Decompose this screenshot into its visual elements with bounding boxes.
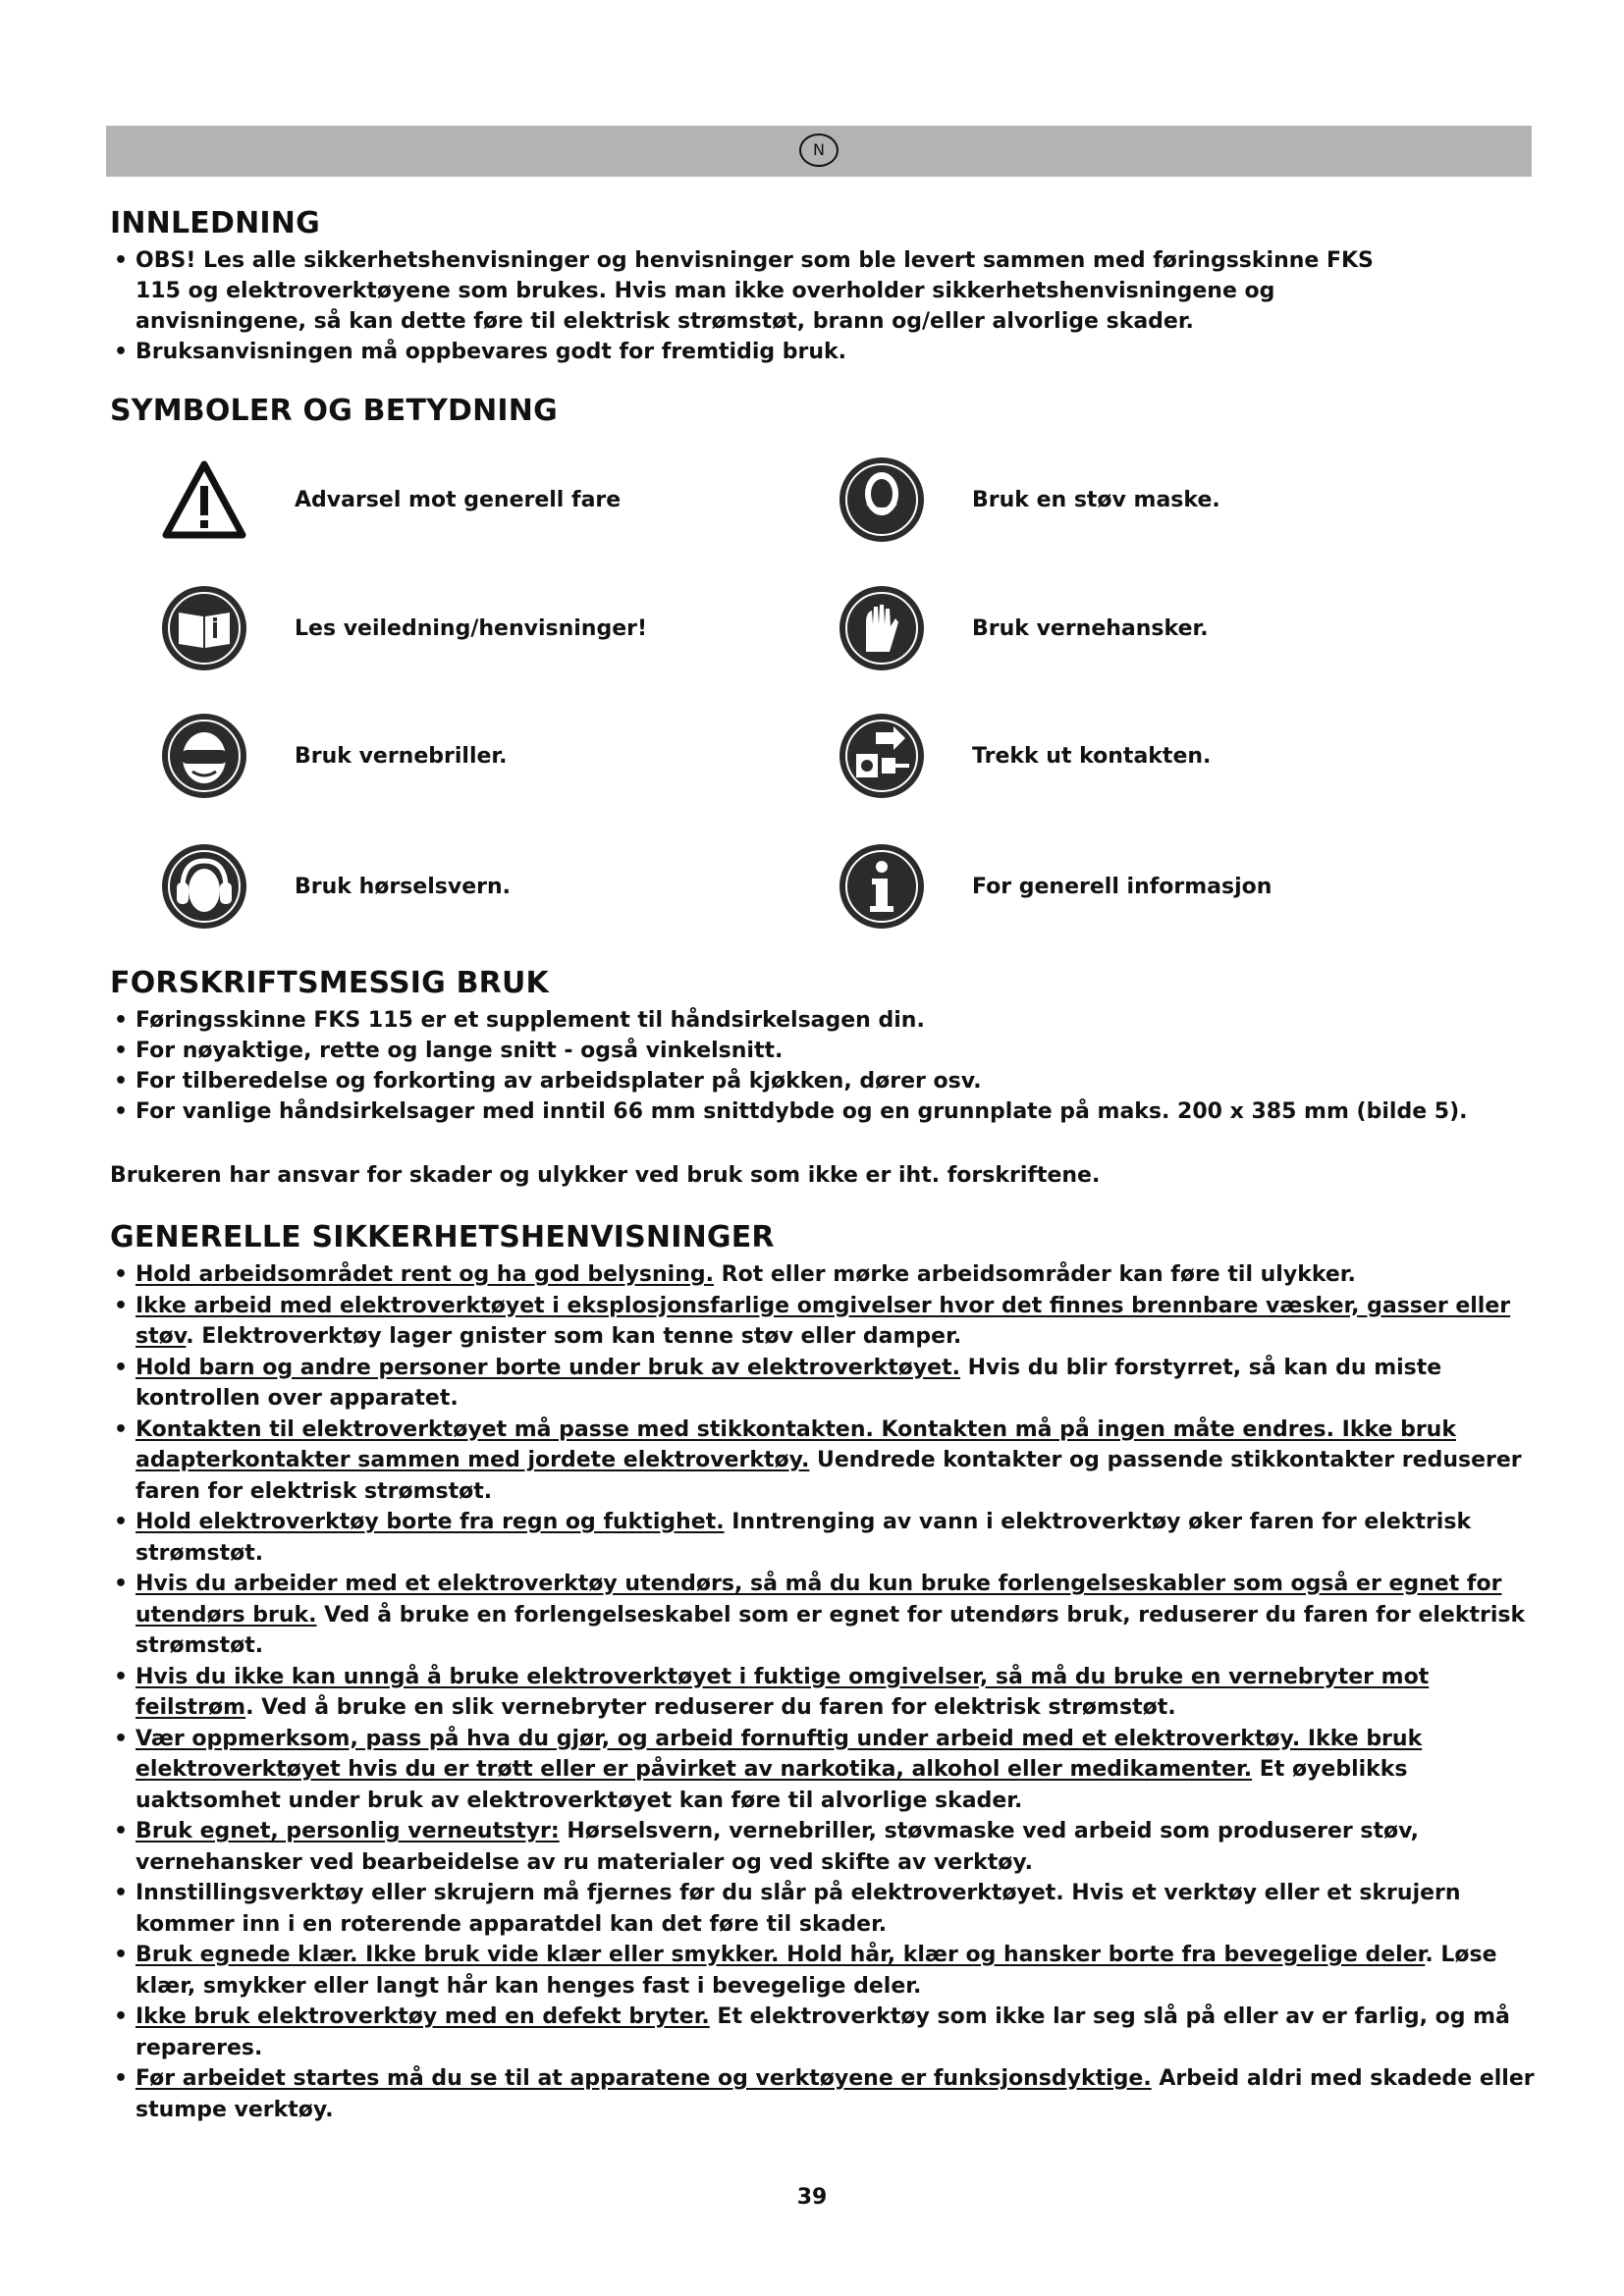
underlined-text: Vær oppmerksom, pass på hva du gjør, og arbeid fornuftig under arbeid med et elektroverktøy. Ikke bruk elektroverktøyet hvis du er trøtt eller er påvirket av narkotika, alkohol eller medikamenter. xyxy=(135,1726,1423,1782)
body-text: Arbeid aldri med skadede eller stumpe verktøy. xyxy=(135,2066,1535,2122)
list-item xyxy=(114,1415,1547,1508)
list-item: • Føringsskinne FKS 115 er et supplement til håndsirkelsagen din. xyxy=(114,1005,1508,1036)
symbol-unplug xyxy=(837,711,1211,801)
list-item xyxy=(114,1816,1547,1878)
list-item xyxy=(114,1662,1547,1724)
gloves-icon xyxy=(837,583,927,673)
safety-heading: GENERELLE SIKKERHETSHENVISNINGER xyxy=(110,1220,775,1255)
intro-list xyxy=(114,245,1380,367)
page-number: 39 xyxy=(796,2185,828,2210)
safety-list xyxy=(114,1259,1547,2125)
list-item xyxy=(114,2063,1547,2125)
body-text: . Elektroverktøy lager gnister som kan tenne støv eller damper. xyxy=(186,1324,962,1349)
responsibility-note: Brukeren har ansvar for skader og ulykker ved bruk som ikke er iht. forskriftene. xyxy=(110,1163,1101,1188)
underlined-text: Hold barn og andre personer borte under bruk av elektroverktøyet. xyxy=(135,1355,960,1380)
body-text: . Løse klær, smykker eller langt hår kan henges fast i bevegelige deler. xyxy=(135,1943,1497,1999)
list-item xyxy=(114,1878,1547,1940)
symbol-general-warning xyxy=(159,454,621,545)
list-item xyxy=(114,1259,1547,1291)
body-text: Innstillingsverktøy eller skrujern må fjernes før du slår på elektroverktøyet. Hvis et verktøy eller et skrujern kommer inn i en roterende apparatdel kan det føre til skader. xyxy=(135,1881,1461,1937)
intended-use-heading: FORSKRIFTSMESSIG BRUK xyxy=(110,966,549,1000)
safety-goggles-icon xyxy=(159,711,249,801)
symbol-label: Les veiledning/henvisninger! xyxy=(295,615,647,641)
underlined-text: Før arbeidet startes må du se til at apparatene og verktøyene er funksjonsdyktige. xyxy=(135,2066,1152,2091)
body-text: Et øyeblikks uaktsomhet under bruk av elektroverktøyet kan føre til alvorlige skader. xyxy=(135,1757,1408,1813)
symbol-info xyxy=(837,841,1272,932)
intended-use-list xyxy=(114,1005,1508,1127)
symbol-label: Advarsel mot generell fare xyxy=(295,487,622,512)
list-item xyxy=(114,2002,1547,2063)
list-item: • Bruksanvisningen må oppbevares godt for fremtidig bruk. xyxy=(114,337,1380,367)
symbol-label: Bruk vernehansker. xyxy=(972,615,1209,641)
underlined-text: Ikke arbeid med elektroverktøyet i eksplosjonsfarlige omgivelser hvor det finnes brennbare væsker, gasser eller støv xyxy=(135,1293,1511,1349)
language-badge: N xyxy=(799,133,839,167)
underlined-text: Hvis du ikke kan unngå å bruke elektroverktøyet i fuktige omgivelser, så må du bruke en vernebryter mot feilstrøm xyxy=(135,1664,1430,1720)
intro-heading: INNLEDNING xyxy=(110,206,320,240)
symbol-ear-protection xyxy=(159,841,511,932)
body-text: Hørselsvern, vernebriller, støvmaske ved arbeid som produserer støv, vernehansker ved bearbeidelse av ru materialer og ved skifte av verktøy. xyxy=(135,1819,1420,1875)
list-item xyxy=(114,1569,1547,1662)
symbol-label: Bruk hørselsvern. xyxy=(295,874,511,899)
symbol-label: For generell informasjon xyxy=(972,874,1272,899)
read-manual-icon xyxy=(159,583,249,673)
underlined-text: Bruk egnet, personlig verneutstyr: xyxy=(135,1819,560,1843)
list-item: • For vanlige håndsirkelsager med inntil 66 mm snittdybde og en grunnplate på maks. 200 x 385 mm (bilde 5). xyxy=(114,1096,1508,1127)
underlined-text: Hold elektroverktøy borte fra regn og fuktighet. xyxy=(135,1510,725,1534)
list-item xyxy=(114,1724,1547,1817)
underlined-text: Kontakten til elektroverktøyet må passe med stikkontakten. Kontakten må på ingen måte endres. Ikke bruk adapterkontakter sammen med jordete elektroverktøy. xyxy=(135,1416,1456,1472)
body-text: Et elektroverktøy som ikke lar seg slå på eller av er farlig, og må repareres. xyxy=(135,2004,1510,2060)
symbol-read-manual xyxy=(159,583,647,673)
body-text: Inntrenging av vann i elektroverktøy øker faren for elektrisk strømstøt. xyxy=(135,1510,1472,1566)
symbol-label: Trekk ut kontakten. xyxy=(972,743,1212,769)
body-text: Ved å bruke en forlengelseskabel som er egnet for utendørs bruk, reduserer du faren for elektrisk strømstøt. xyxy=(135,1602,1526,1658)
info-icon xyxy=(837,841,927,932)
body-text: Rot eller mørke arbeidsområder kan føre til ulykker. xyxy=(713,1262,1356,1287)
underlined-text: Bruk egnede klær. Ikke bruk vide klær eller smykker. Hold hår, klær og hansker borte fra bevegelige deler xyxy=(135,1943,1426,1967)
unplug-icon xyxy=(837,711,927,801)
list-item xyxy=(114,1940,1547,2002)
ear-protection-icon xyxy=(159,841,249,932)
warning-triangle-icon xyxy=(159,454,249,545)
symbol-dust-mask xyxy=(837,454,1220,545)
list-item: • For tilberedelse og forkorting av arbeidsplater på kjøkken, dører osv. xyxy=(114,1066,1508,1096)
symbol-gloves xyxy=(837,583,1209,673)
symbols-heading: SYMBOLER OG BETYDNING xyxy=(110,394,558,428)
list-item xyxy=(114,1353,1547,1415)
list-item: • For nøyaktige, rette og lange snitt - også vinkelsnitt. xyxy=(114,1036,1508,1066)
body-text: Uendrede kontakter og passende stikkontakter reduserer faren for elektrisk strømstøt. xyxy=(135,1448,1522,1504)
list-item: • OBS! Les alle sikkerhetshenvisninger og henvisninger som ble levert sammen med føringsskinne FKS 115 og elektroverktøyene som brukes. Hvis man ikke overholder sikkerhetshenvisningene og anvisningene, så kan dette føre til elektrisk strømstøt, brann og/eller alvorlige skader. xyxy=(114,245,1380,337)
underlined-text: Ikke bruk elektroverktøy med en defekt bryter. xyxy=(135,2004,710,2029)
underlined-text: Hvis du arbeider med et elektroverktøy utendørs, så må du kun bruke forlengelseskabler som også er egnet for utendørs bruk. xyxy=(135,1572,1502,1628)
symbol-goggles xyxy=(159,711,507,801)
body-text: Hvis du blir forstyrret, så kan du miste kontrollen over apparatet. xyxy=(135,1355,1442,1411)
symbol-label: Bruk vernebriller. xyxy=(295,743,508,769)
body-text: . Ved å bruke en slik vernebryter reduserer du faren for elektrisk strømstøt. xyxy=(245,1695,1176,1720)
symbol-label: Bruk en støv maske. xyxy=(972,487,1220,512)
underlined-text: Hold arbeidsområdet rent og ha god belysning. xyxy=(135,1262,714,1287)
list-item xyxy=(114,1507,1547,1569)
dust-mask-icon xyxy=(837,454,927,545)
list-item xyxy=(114,1291,1547,1353)
